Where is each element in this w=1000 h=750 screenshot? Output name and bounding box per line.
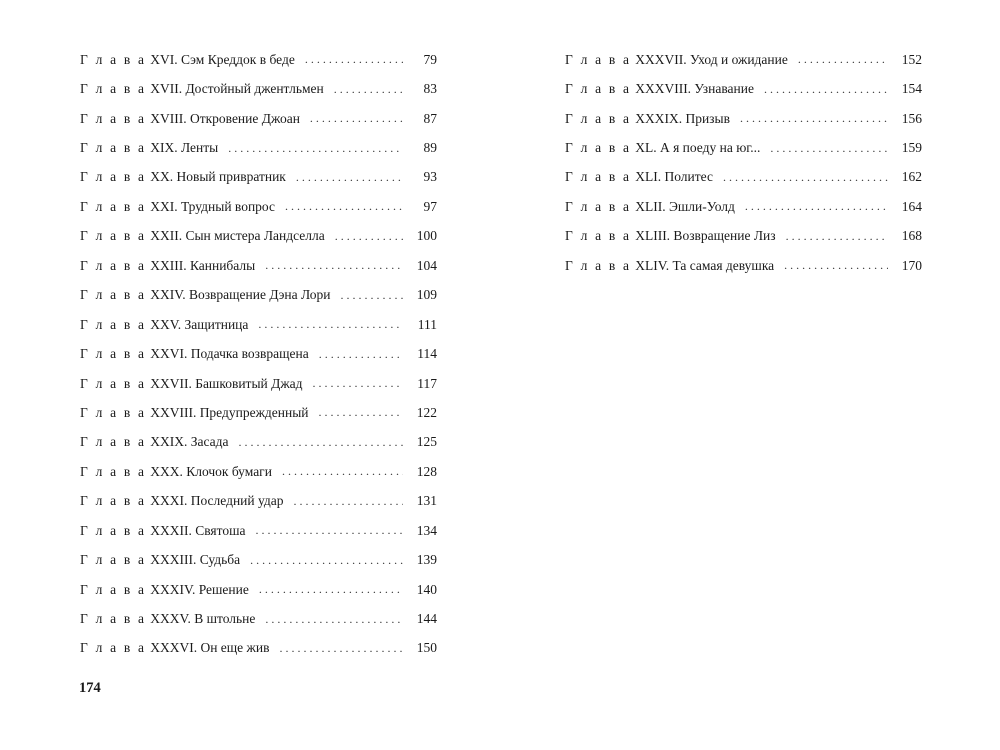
page-number: 168: [901, 228, 922, 244]
chapter-title: XXXV. В штольне: [150, 611, 256, 627]
toc-entry: [80, 339, 437, 368]
chapter-title: XXXI. Последний удар: [150, 493, 284, 509]
toc-entry: [80, 575, 437, 604]
page-number: 159: [901, 140, 922, 156]
toc-entry: [565, 192, 922, 221]
chapter-prefix: Г л а в а: [80, 228, 147, 244]
chapter-title: XXIII. Каннибалы: [150, 257, 256, 273]
chapter-title: XXVIII. Предупрежденный: [150, 404, 309, 420]
chapter-prefix: Г л а в а: [565, 228, 632, 244]
chapter-prefix: Г л а в а: [80, 611, 147, 627]
toc-entry: [565, 133, 922, 162]
dot-leader: [335, 229, 403, 244]
page-number: 162: [901, 169, 922, 185]
page-number: 93: [423, 169, 437, 185]
chapter-prefix: Г л а в а: [80, 51, 147, 67]
chapter-title: XXIV. Возвращение Дэна Лори: [150, 287, 331, 303]
dot-leader: [296, 170, 403, 185]
toc-entry: [80, 192, 437, 221]
chapter-prefix: Г л а в а: [80, 434, 147, 450]
chapter-title: XXXII. Святоша: [150, 522, 246, 538]
toc-entry: [565, 45, 922, 74]
dot-leader: [313, 376, 403, 391]
dot-leader: [723, 170, 888, 185]
page-folio-number: 174: [79, 680, 101, 696]
chapter-prefix: Г л а в а: [565, 140, 632, 156]
chapter-prefix: Г л а в а: [80, 640, 147, 656]
toc-entry: [80, 310, 437, 339]
chapter-prefix: Г л а в а: [80, 404, 147, 420]
dot-leader: [228, 141, 403, 156]
toc-entry: [565, 251, 922, 280]
chapter-title: XVII. Достойный джентльмен: [150, 81, 324, 97]
toc-entry: [80, 104, 437, 133]
toc-entry: [80, 251, 437, 280]
page-number: 89: [423, 140, 437, 156]
toc-entry: [80, 634, 437, 663]
dot-leader: [250, 553, 403, 568]
toc-right-column: [565, 45, 922, 281]
dot-leader: [265, 612, 403, 627]
chapter-title: XXXVIII. Узнавание: [635, 81, 754, 97]
chapter-prefix: Г л а в а: [80, 257, 147, 273]
page-number: 156: [901, 110, 922, 126]
dot-leader: [310, 111, 403, 126]
page-number: 117: [417, 375, 437, 391]
chapter-prefix: Г л а в а: [80, 316, 147, 332]
page-number: 170: [901, 257, 922, 273]
chapter-title: XLI. Политес: [635, 169, 713, 185]
chapter-title: XX. Новый привратник: [150, 169, 286, 185]
page-number: 150: [416, 640, 437, 656]
page-number: 164: [901, 198, 922, 214]
chapter-title: XXXIV. Решение: [150, 581, 249, 597]
page-number: 114: [417, 346, 437, 362]
dot-leader: [282, 464, 403, 479]
toc-entry: [565, 222, 922, 251]
chapter-prefix: Г л а в а: [80, 581, 147, 597]
chapter-prefix: Г л а в а: [80, 552, 147, 568]
toc-entry: [80, 545, 437, 574]
dot-leader: [255, 523, 403, 538]
chapter-prefix: Г л а в а: [565, 257, 632, 273]
chapter-prefix: Г л а в а: [80, 463, 147, 479]
chapter-title: XLIII. Возвращение Лиз: [635, 228, 776, 244]
chapter-title: XVI. Сэм Креддок в беде: [150, 51, 295, 67]
page-number: 79: [423, 51, 437, 67]
toc-left-column: [80, 45, 437, 663]
toc-entry: [80, 281, 437, 310]
dot-leader: [786, 229, 888, 244]
page-number: 140: [416, 581, 437, 597]
page-number: 100: [416, 228, 437, 244]
toc-entry: [80, 398, 437, 427]
page-number: 97: [423, 198, 437, 214]
toc-entry: [565, 104, 922, 133]
page-number: 131: [416, 493, 437, 509]
page-number: 128: [416, 463, 437, 479]
chapter-prefix: Г л а в а: [80, 140, 147, 156]
chapter-title: XXXVII. Уход и ожидание: [635, 51, 788, 67]
dot-leader: [294, 494, 403, 509]
dot-leader: [319, 405, 403, 420]
chapter-prefix: Г л а в а: [80, 110, 147, 126]
dot-leader: [285, 199, 403, 214]
page-number: 125: [416, 434, 437, 450]
toc-entry: [80, 604, 437, 633]
toc-entry: [565, 163, 922, 192]
toc-entry: [80, 133, 437, 162]
dot-leader: [740, 111, 888, 126]
chapter-title: XXXVI. Он еще жив: [150, 640, 270, 656]
chapter-prefix: Г л а в а: [565, 110, 632, 126]
toc-entry: [80, 457, 437, 486]
chapter-prefix: Г л а в а: [80, 169, 147, 185]
page-number: 144: [416, 611, 437, 627]
page-number: 87: [423, 110, 437, 126]
chapter-title: XXII. Сын мистера Ландселла: [150, 228, 325, 244]
chapter-title: XXVI. Подачка возвращена: [150, 346, 309, 362]
chapter-title: XXXIX. Призыв: [635, 110, 730, 126]
chapter-prefix: Г л а в а: [80, 375, 147, 391]
chapter-prefix: Г л а в а: [80, 198, 147, 214]
page-number: 111: [417, 316, 437, 332]
page-number: 134: [416, 522, 437, 538]
dot-leader: [279, 641, 403, 656]
toc-entry: [80, 428, 437, 457]
toc-entry: [565, 74, 922, 103]
chapter-prefix: Г л а в а: [80, 346, 147, 362]
chapter-title: XXIX. Засада: [150, 434, 229, 450]
chapter-title: XXXIII. Судьба: [150, 552, 241, 568]
page-number: 104: [416, 257, 437, 273]
dot-leader: [334, 82, 403, 97]
dot-leader: [784, 258, 888, 273]
page-number: 152: [901, 51, 922, 67]
dot-leader: [770, 141, 888, 156]
chapter-title: XLIV. Та самая девушка: [635, 257, 775, 273]
dot-leader: [305, 52, 403, 67]
toc-entry: [80, 487, 437, 516]
dot-leader: [238, 435, 403, 450]
chapter-title: XVIII. Откровение Джоан: [150, 110, 300, 126]
chapter-prefix: Г л а в а: [80, 522, 147, 538]
chapter-prefix: Г л а в а: [80, 287, 147, 303]
page-number: 122: [416, 404, 437, 420]
dot-leader: [259, 582, 403, 597]
chapter-title: XXVII. Башковитый Джад: [150, 375, 303, 391]
page-number: 139: [416, 552, 437, 568]
toc-entry: [80, 163, 437, 192]
chapter-prefix: Г л а в а: [565, 169, 632, 185]
dot-leader: [265, 258, 403, 273]
chapter-title: XL. А я поеду на юг...: [635, 140, 761, 156]
toc-entry: [80, 45, 437, 74]
chapter-title: XXV. Защитница: [150, 316, 249, 332]
toc-entry: [80, 222, 437, 251]
chapter-prefix: Г л а в а: [565, 81, 632, 97]
toc-entry: [80, 369, 437, 398]
dot-leader: [341, 288, 403, 303]
chapter-title: XIX. Ленты: [150, 140, 219, 156]
page-number: 83: [423, 81, 437, 97]
page-number: 109: [416, 287, 437, 303]
toc-entry: [80, 516, 437, 545]
chapter-prefix: Г л а в а: [565, 51, 632, 67]
page-number: 154: [901, 81, 922, 97]
chapter-prefix: Г л а в а: [565, 198, 632, 214]
chapter-prefix: Г л а в а: [80, 81, 147, 97]
chapter-prefix: Г л а в а: [80, 493, 147, 509]
dot-leader: [258, 317, 403, 332]
dot-leader: [798, 52, 888, 67]
chapter-title: XXX. Клочок бумаги: [150, 463, 272, 479]
dot-leader: [745, 199, 888, 214]
chapter-title: XXI. Трудный вопрос: [150, 198, 275, 214]
dot-leader: [764, 82, 888, 97]
toc-entry: [80, 74, 437, 103]
chapter-title: XLII. Эшли-Уолд: [635, 198, 735, 214]
dot-leader: [319, 347, 403, 362]
